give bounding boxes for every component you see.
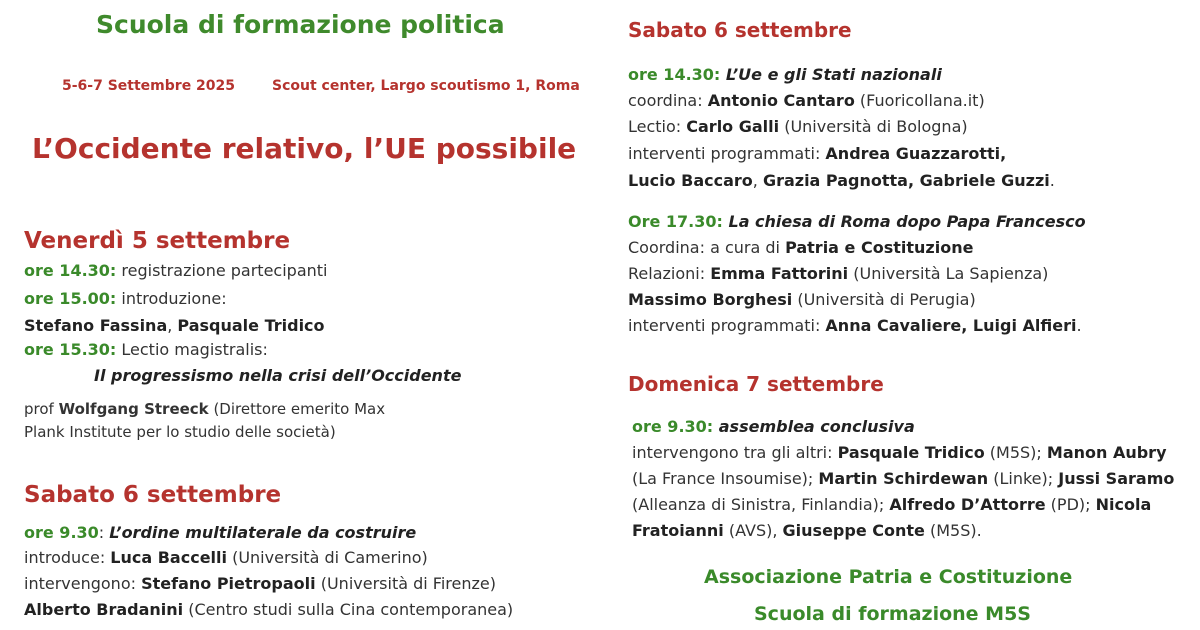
- saturday-morning-line-3: Alberto Bradanini (Centro studi sulla Cina contemporanea): [24, 600, 514, 619]
- day-heading-sunday: Domenica 7 settembre: [628, 372, 884, 396]
- saturday-morning-line-1: introduce: Luca Baccelli (Università di Camerino): [24, 548, 428, 567]
- sunday-line-3: (Alleanza di Sinistra, Finlandia); Alfredo D’Attorre (PD); Nicola: [632, 495, 1152, 514]
- session-2-line-4: interventi programmati: Anna Cavaliere, Luigi Alfieri.: [628, 316, 1082, 335]
- friday-lectio-title: Il progressismo nella crisi dell’Occidente: [94, 366, 462, 385]
- event-dates: 5-6-7 Settembre 2025: [62, 78, 236, 94]
- event-subtitle: L’Occidente relativo, l’UE possibile: [32, 132, 577, 165]
- organizer-1: Associazione Patria e Costituzione: [704, 566, 1073, 588]
- session-2-line-2: Relazioni: Emma Fattorini (Università La Sapienza): [628, 264, 1049, 283]
- friday-prof-line-2: Plank Institute per lo studio delle società): [24, 423, 336, 441]
- friday-intro-speakers: Stefano Fassina, Pasquale Tridico: [24, 316, 325, 335]
- event-title: Scuola di formazione politica: [96, 10, 505, 39]
- friday-line-2: ore 15.00: introduzione:: [24, 289, 227, 308]
- sunday-line-4: Fratoianni (AVS), Giuseppe Conte (M5S).: [632, 521, 982, 540]
- sunday-line-2: (La France Insoumise); Martin Schirdewan (Linke); Jussi Saramo: [632, 469, 1175, 488]
- session-1-line-4: Lucio Baccaro, Grazia Pagnotta, Gabriele Guzzi.: [628, 171, 1055, 190]
- session-1-line-1: coordina: Antonio Cantaro (Fuoricollana.it): [628, 91, 985, 110]
- friday-line-1: ore 14.30: registrazione partecipanti: [24, 261, 328, 280]
- saturday-morning-session: ore 9.30: L’ordine multilaterale da costruire: [24, 523, 417, 542]
- session-2-line-1: Coordina: a cura di Patria e Costituzione: [628, 238, 974, 257]
- day-heading-saturday-morning: Sabato 6 settembre: [24, 482, 282, 508]
- day-heading-saturday-afternoon: Sabato 6 settembre: [628, 18, 852, 42]
- sunday-line-1: intervengono tra gli altri: Pasquale Tridico (M5S); Manon Aubry: [632, 443, 1167, 462]
- session-2-header: Ore 17.30: La chiesa di Roma dopo Papa Francesco: [628, 212, 1086, 231]
- session-1-line-3: interventi programmati: Andrea Guazzarotti,: [628, 144, 1007, 163]
- session-2-line-3: Massimo Borghesi (Università di Perugia): [628, 290, 976, 309]
- session-1-header: ore 14.30: L’Ue e gli Stati nazionali: [628, 65, 942, 84]
- sunday-session-header: ore 9.30: assemblea conclusiva: [632, 417, 915, 436]
- friday-prof-line-1: prof Wolfgang Streeck (Direttore emerito Max: [24, 400, 386, 418]
- saturday-morning-line-2: intervengono: Stefano Pietropaoli (Università di Firenze): [24, 574, 496, 593]
- day-heading-friday: Venerdì 5 settembre: [24, 228, 291, 254]
- session-1-line-2: Lectio: Carlo Galli (Università di Bologna): [628, 117, 968, 136]
- organizer-2: Scuola di formazione M5S: [754, 603, 1031, 625]
- event-venue: Scout center, Largo scoutismo 1, Roma: [272, 78, 580, 94]
- friday-line-3: ore 15.30: Lectio magistralis:: [24, 340, 268, 359]
